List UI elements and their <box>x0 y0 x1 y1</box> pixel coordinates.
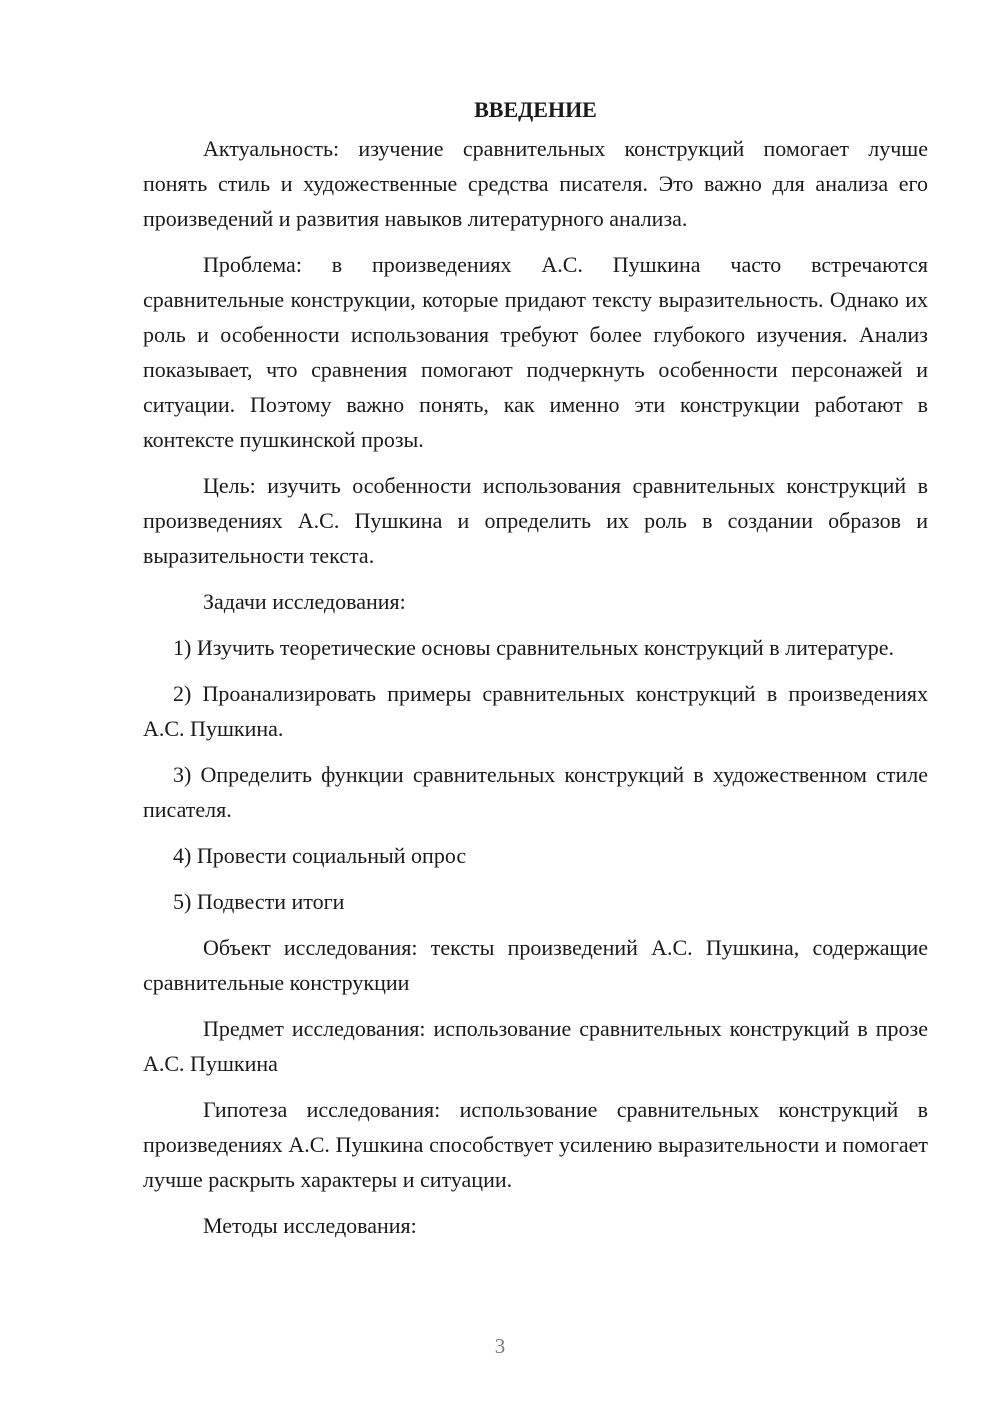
relevance-paragraph: Актуальность: изучение сравнительных конструкций помогает лучше понять стиль и художественные средства писателя. Это важно для анализа его произведений и развития навыков литературного анализа. <box>143 136 928 231</box>
task-list-item: 5) Подвести итоги <box>173 889 345 914</box>
tasks-heading: Задачи исследования: <box>203 589 406 614</box>
subject-paragraph: Предмет исследования: использование сравнительных конструкций в прозе А.С. Пушкина <box>143 1016 928 1076</box>
task-list-item: 4) Провести социальный опрос <box>173 843 467 868</box>
document-page <box>143 92 928 1254</box>
page-number: 3 <box>494 1334 506 1358</box>
object-paragraph: Объект исследования: тексты произведений А.С. Пушкина, содержащие сравнительные конструкции <box>143 935 928 995</box>
problem-paragraph: Проблема: в произведениях А.С. Пушкина часто встречаются сравнительные конструкции, которые придают тексту выразительность. Однако их роль и особенности использования требуют более глубокого изучения. Анализ показывает, что сравнения помогают подчеркнуть особенности персонажей и ситуации. Поэтому важно понять, как именно эти конструкции работают в контексте пушкинской прозы. <box>143 252 928 452</box>
hypothesis-paragraph: Гипотеза исследования: использование сравнительных конструкций в произведениях А.С. Пушкина способствует усилению выразительности и помогает лучше раскрыть характеры и ситуации. <box>143 1097 928 1192</box>
task-list-item: 2) Проанализировать примеры сравнительных конструкций в произведениях А.С. Пушкина. <box>143 681 928 741</box>
task-list-item: 3) Определить функции сравнительных конструкций в художественном стиле писателя. <box>143 762 928 822</box>
methods-heading: Методы исследования: <box>203 1213 417 1238</box>
goal-paragraph: Цель: изучить особенности использования сравнительных конструкций в произведениях А.С. Пушкина и определить их роль в создании образов и выразительности текста. <box>143 473 928 568</box>
task-list-item: 1) Изучить теоретические основы сравнительных конструкций в литературе. <box>173 635 895 660</box>
section-title: ВВЕДЕНИЕ <box>474 97 597 122</box>
